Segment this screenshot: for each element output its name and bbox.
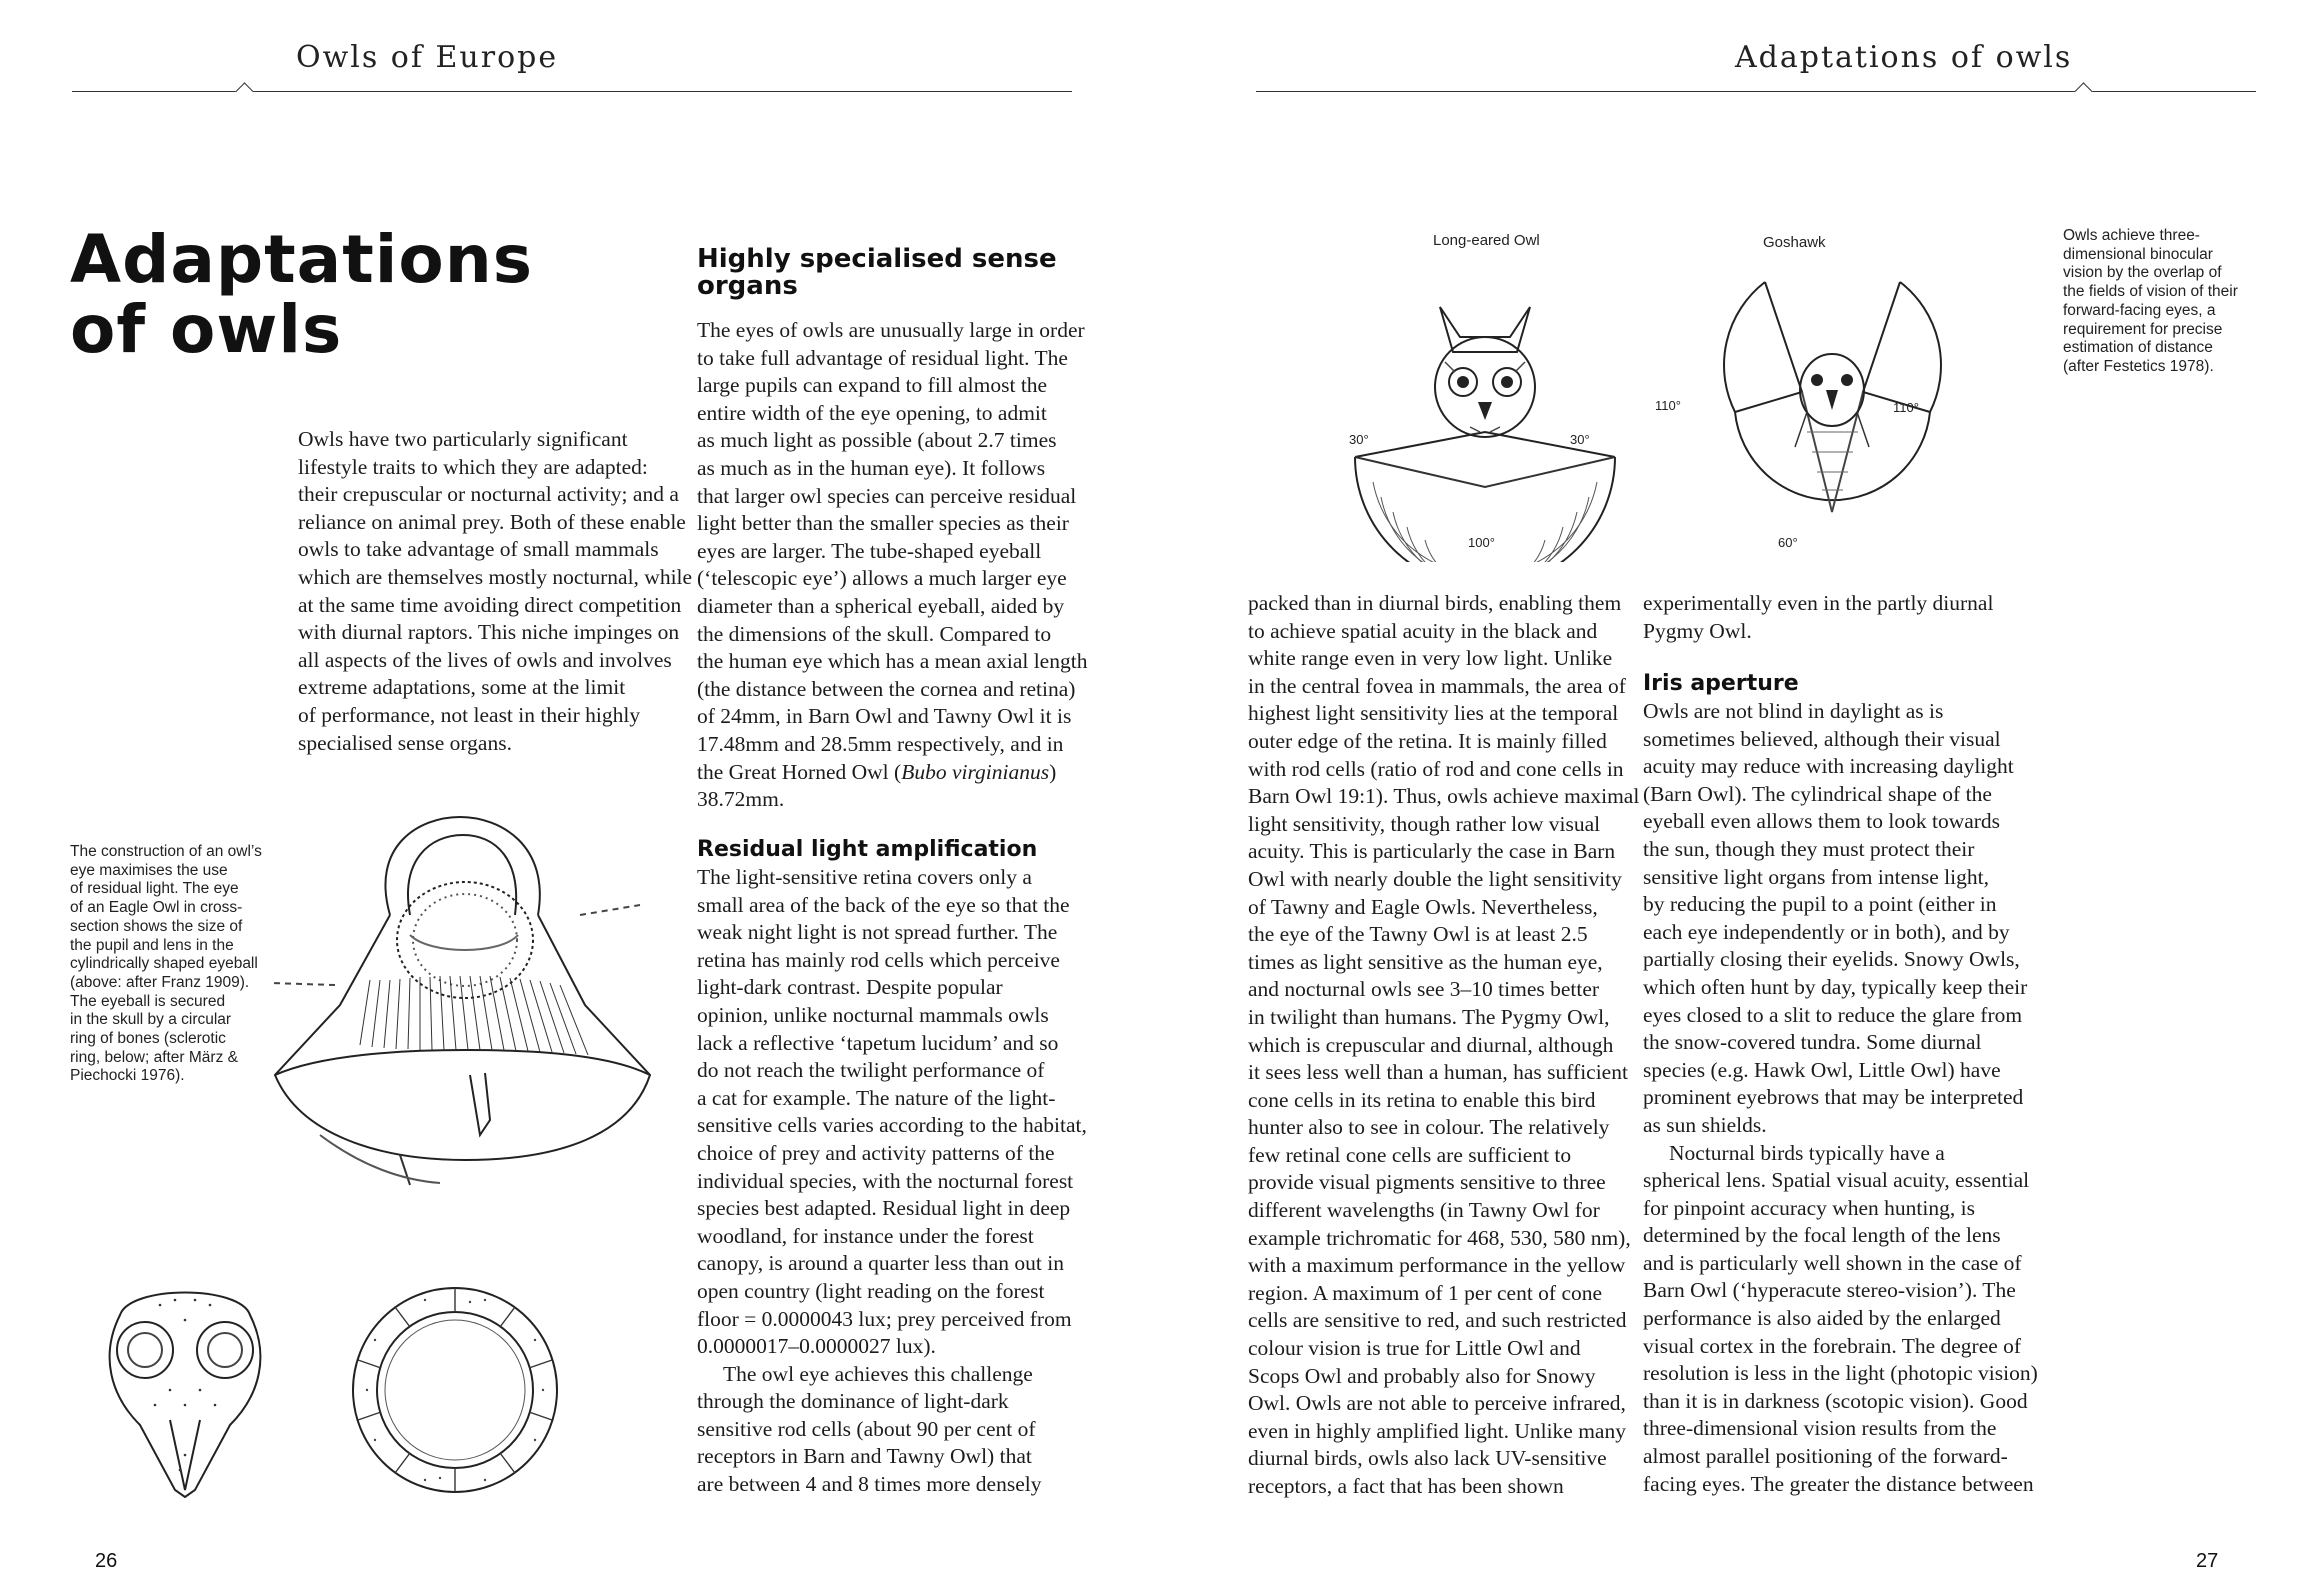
- text-line: acuity may reduce with increasing daylight: [1643, 754, 2014, 779]
- text-line: prominent eyebrows that may be interpreted: [1643, 1085, 2024, 1110]
- text-line: to achieve spatial acuity in the black and: [1248, 618, 1598, 643]
- caption-line: cylindrically shaped eyeball: [70, 955, 258, 973]
- caption-line: forward-facing eyes, a: [2063, 301, 2216, 319]
- text-line: 0.0000017–0.0000027 lux).: [697, 1334, 936, 1359]
- caption-line: eye maximises the use: [70, 861, 228, 879]
- text-line: Scops Owl and probably also for Snowy: [1248, 1363, 1596, 1388]
- caption-line: (above: after Franz 1909).: [70, 973, 250, 991]
- running-head-right: Adaptations of owls: [1735, 40, 2073, 75]
- text-line: colour vision is true for Little Owl and: [1248, 1336, 1581, 1361]
- text-line: light-dark contrast. Despite popular: [697, 975, 1003, 1000]
- text-line: Barn Owl (‘hyperacute stereo-vision’). The: [1643, 1278, 2016, 1303]
- text-line: extreme adaptations, some at the limit: [298, 675, 626, 700]
- text-line: The light-sensitive retina covers only a: [697, 865, 1032, 889]
- text-line: through the dominance of light-dark: [697, 1389, 1009, 1414]
- text-line: Nocturnal birds typically have a: [1669, 1140, 1945, 1165]
- header-rule-notch-left: [235, 82, 253, 100]
- section3-paragraph: [1643, 698, 2038, 1498]
- text-line: as sun shields.: [1643, 1112, 1767, 1137]
- caption-line: requirement for precise: [2063, 320, 2223, 338]
- text-line: Owl with nearly double the light sensitivity: [1248, 866, 1622, 891]
- text-line: than it is in darkness (scotopic vision). Good: [1643, 1388, 2028, 1413]
- text-line: the dimensions of the skull. Compared to: [697, 621, 1052, 646]
- text-line: entire width of the eye opening, to admit: [697, 400, 1047, 425]
- text-line: light better than the smaller species as their: [697, 511, 1069, 536]
- text-line: of performance, not least in their highly: [298, 702, 641, 727]
- text-line: do not reach the twilight performance of: [697, 1058, 1045, 1083]
- goshawk-binocular-angle-label: 60°: [1778, 535, 1798, 550]
- text-line: receptors, a fact that has been shown: [1248, 1474, 1564, 1498]
- text-line: lifestyle traits to which they are adapted:: [298, 454, 648, 479]
- text-line: example trichromatic for 468, 530, 580 nm),: [1248, 1225, 1631, 1250]
- text-line: owls to take advantage of small mammals: [298, 537, 659, 562]
- title-line: of owls: [70, 291, 343, 368]
- caption-line: Owls achieve three-: [2063, 227, 2200, 244]
- long-eared-owl-head-icon: [1435, 307, 1535, 437]
- text-line: each eye independently or in both), and by: [1643, 919, 2010, 944]
- goshawk-angle-right-label: 110°: [1893, 400, 1919, 415]
- text-line: hunter also to see in colour. The relatively: [1248, 1115, 1610, 1140]
- owl-binocular-angle-label: 100°: [1468, 535, 1495, 550]
- text-line: species (e.g. Hawk Owl, Little Owl) have: [1643, 1057, 2001, 1082]
- text-line: it sees less well than a human, has sufficient: [1248, 1060, 1628, 1085]
- text-line: of 24mm, in Barn Owl and Tawny Owl it is: [697, 704, 1072, 729]
- goshawk-head-icon: [1795, 354, 1869, 447]
- text-line: the snow-covered tundra. Some diurnal: [1643, 1030, 1982, 1055]
- text-line: times as light sensitive as the human eye,: [1248, 949, 1603, 974]
- text-line: a cat for example. The nature of the light-: [697, 1085, 1056, 1110]
- text-line: large pupils can expand to fill almost the: [697, 373, 1048, 398]
- caption-line: the fields of vision of their: [2063, 283, 2238, 301]
- text-line: receptors in Barn and Tawny Owl) that: [697, 1444, 1032, 1469]
- caption-line: section shows the size of: [70, 917, 243, 935]
- text-line: Owls are not blind in daylight as is: [1643, 699, 1944, 723]
- text-line: specialised sense organs.: [298, 730, 512, 755]
- text-line: The owl eye achieves this challenge: [723, 1361, 1033, 1386]
- caption-line: ring, below; after März &: [70, 1048, 238, 1066]
- text-line: in the central fovea in mammals, the area of: [1248, 673, 1626, 698]
- caption-line: Piechocki 1976).: [70, 1067, 185, 1085]
- text-line: 38.72mm.: [697, 787, 785, 812]
- text-line: with a maximum performance in the yellow: [1248, 1253, 1626, 1278]
- text-line: with rod cells (ratio of rod and cone cells in: [1248, 756, 1624, 781]
- text-line: eyes closed to a slit to reduce the glare from: [1643, 1002, 2023, 1027]
- text-line: which is crepuscular and diurnal, although: [1248, 1032, 1614, 1057]
- caption-line: (after Festetics 1978).: [2063, 357, 2214, 375]
- text-line: cells are sensitive to red, and such restricted: [1248, 1308, 1627, 1333]
- figure-label-long-eared-owl: Long-eared Owl: [1433, 232, 1540, 249]
- text-line: Owl. Owls are not able to perceive infrared,: [1248, 1391, 1626, 1416]
- text-line: small area of the back of the eye so that the: [697, 892, 1070, 917]
- running-head-left: Owls of Europe: [296, 40, 559, 75]
- caption-line: dimensional binocular: [2063, 245, 2213, 263]
- text-line: diurnal birds, owls also lack UV-sensitive: [1248, 1446, 1607, 1471]
- text-line: eyes are larger. The tube-shaped eyeball: [697, 538, 1042, 563]
- owl-angle-left-label: 30°: [1349, 432, 1369, 447]
- text-line: region. A maximum of 1 per cent of cone: [1248, 1280, 1603, 1305]
- header-rule-right: [1256, 91, 2256, 92]
- text-line: acuity. This is particularly the case in Barn: [1248, 839, 1616, 864]
- text-line: species best adapted. Residual light in deep: [697, 1196, 1071, 1221]
- text-line: reliance on animal prey. Both of these enable: [298, 509, 686, 534]
- page-number-left: 26: [95, 1550, 118, 1572]
- text-line: Barn Owl 19:1). Thus, owls achieve maximal: [1248, 784, 1640, 809]
- section-heading-residual-light: Residual light amplification: [697, 837, 1038, 862]
- text-line: resolution is less in the light (photopic vision): [1643, 1361, 2038, 1386]
- caption-line: the pupil and lens in the: [70, 936, 234, 954]
- section2-paragraph: [697, 864, 1087, 1499]
- text-line: (the distance between the cornea and retina): [697, 676, 1076, 701]
- text-line: to take full advantage of residual light. The: [697, 345, 1068, 370]
- text-line: are between 4 and 8 times more densely: [697, 1472, 1042, 1497]
- caption-line: The construction of an owl’s: [70, 843, 262, 860]
- right-column-2-top: [1643, 590, 1993, 645]
- text-line: and is particularly well shown in the case of: [1643, 1250, 2022, 1275]
- caption-line: in the skull by a circular: [70, 1011, 232, 1029]
- text-line: open country (light reading on the forest: [697, 1278, 1045, 1303]
- text-line: visual cortex in the forebrain. The degree of: [1643, 1333, 2022, 1358]
- text-line: as much as in the human eye). It follows: [697, 455, 1046, 480]
- text-line: and nocturnal owls see 3–10 times better: [1248, 977, 1600, 1002]
- page-title: [70, 221, 533, 368]
- text-line: diameter than a spherical eyeball, aided by: [697, 593, 1065, 618]
- right-column-1: [1248, 590, 1639, 1501]
- text-line: retina has mainly rod cells which perceive: [697, 947, 1060, 972]
- text-line: with diurnal raptors. This niche impinges on: [298, 620, 680, 645]
- text-line: at the same time avoiding direct competition: [298, 592, 682, 617]
- text-line: three-dimensional vision results from the: [1643, 1416, 1997, 1441]
- text-line: sensitive rod cells (about 90 per cent of: [697, 1416, 1036, 1441]
- text-line: choice of prey and activity patterns of the: [697, 1140, 1055, 1165]
- header-rule-notch-right: [2074, 82, 2092, 100]
- text-line: almost parallel positioning of the forward-: [1643, 1444, 2008, 1469]
- sclerotic-ring-illustration: [345, 1280, 565, 1500]
- text-line: eyeball even allows them to look towards: [1643, 809, 2001, 834]
- text-line: floor = 0.0000043 lux; prey perceived from: [697, 1306, 1072, 1331]
- text-line: lack a reflective ‘tapetum lucidum’ and so: [697, 1030, 1059, 1055]
- text-line: (Barn Owl). The cylindrical shape of the: [1643, 781, 1992, 806]
- caption-line: ring of bones (sclerotic: [70, 1030, 226, 1048]
- text-line: even in highly amplified light. Unlike many: [1248, 1418, 1626, 1443]
- text-line: which are themselves mostly nocturnal, while: [298, 564, 693, 589]
- section-heading-sense-organs: [697, 246, 1057, 300]
- binocular-vision-diagram: [1345, 262, 1945, 562]
- text-line: opinion, unlike nocturnal mammals owls: [697, 1002, 1049, 1027]
- heading-line: organs: [697, 271, 798, 301]
- text-line: packed than in diurnal birds, enabling them: [1248, 591, 1622, 615]
- header-rule-left: [72, 91, 1072, 92]
- text-fragment: ): [1049, 759, 1057, 784]
- caption-line: vision by the overlap of: [2063, 264, 2222, 282]
- caption-line: estimation of distance: [2063, 339, 2213, 357]
- text-line: for pinpoint accuracy when hunting, is: [1643, 1195, 1975, 1220]
- text-line: Pygmy Owl.: [1643, 618, 1752, 643]
- text-line: canopy, is around a quarter less than out in: [697, 1251, 1064, 1276]
- section1-paragraph: [697, 317, 1087, 814]
- text-line: individual species, with the nocturnal forest: [697, 1168, 1074, 1193]
- text-line: outer edge of the retina. It is mainly filled: [1248, 728, 1607, 753]
- figure-label-goshawk: Goshawk: [1763, 234, 1826, 251]
- text-line: performance is also aided by the enlarged: [1643, 1306, 2001, 1331]
- text-line: sometimes believed, although their visual: [1643, 726, 2001, 751]
- text-fragment: the Great Horned Owl (: [697, 759, 902, 784]
- text-line: the eye of the Tawny Owl is at least 2.5: [1248, 922, 1588, 947]
- text-line: The eyes of owls are unusually large in order: [697, 318, 1085, 342]
- text-line: partially closing their eyelids. Snowy Owls,: [1643, 947, 2020, 972]
- text-line: 17.48mm and 28.5mm respectively, and in: [697, 731, 1064, 756]
- text-line: experimentally even in the partly diurnal: [1643, 591, 1994, 615]
- text-line: highest light sensitivity lies at the temporal: [1248, 701, 1619, 726]
- title-line: Adaptations: [70, 221, 533, 298]
- text-line: different wavelengths (in Tawny Owl for: [1248, 1198, 1600, 1223]
- text-line: as much light as possible (about 2.7 times: [697, 428, 1057, 453]
- text-line: their crepuscular or nocturnal activity; and a: [298, 482, 679, 507]
- text-line: which often hunt by day, typically keep their: [1643, 974, 2028, 999]
- text-line: determined by the focal length of the lens: [1643, 1223, 2001, 1248]
- text-line: provide visual pigments sensitive to three: [1248, 1170, 1606, 1195]
- text-line: light sensitivity, though rather low visual: [1248, 811, 1601, 836]
- heading-line: Highly specialised sense: [697, 244, 1057, 274]
- text-line: [697, 759, 1087, 787]
- text-line: (‘telescopic eye’) allows a much larger eye: [697, 566, 1067, 591]
- text-line: of Tawny and Eagle Owls. Nevertheless,: [1248, 894, 1598, 919]
- text-line: weak night light is not spread further. The: [697, 920, 1058, 945]
- text-line: all aspects of the lives of owls and involves: [298, 647, 672, 672]
- text-line: woodland, for instance under the forest: [697, 1223, 1034, 1248]
- text-line: Owls have two particularly significant: [298, 427, 628, 451]
- text-line: sensitive light organs from intense light,: [1643, 864, 1989, 889]
- text-line: spherical lens. Spatial visual acuity, essential: [1643, 1168, 2030, 1193]
- species-name: Bubo virginianus: [901, 759, 1050, 784]
- text-line: in twilight than humans. The Pygmy Owl,: [1248, 1004, 1610, 1029]
- owl-angle-right-label: 30°: [1570, 432, 1590, 447]
- text-line: the human eye which has a mean axial length: [697, 649, 1088, 674]
- text-line: sensitive cells varies according to the habitat,: [697, 1113, 1087, 1138]
- figure-caption-binocular: [2063, 227, 2238, 377]
- caption-line: of residual light. The eye: [70, 880, 239, 898]
- eye-cross-section-illustration: [260, 805, 680, 1195]
- intro-paragraph: [298, 426, 692, 757]
- owl-skull-illustration: [100, 1275, 270, 1500]
- text-line: the sun, though they must protect their: [1643, 836, 1975, 861]
- text-line: by reducing the pupil to a point (either in: [1643, 892, 1997, 917]
- text-line: facing eyes. The greater the distance between: [1643, 1471, 2034, 1496]
- text-line: that larger owl species can perceive residual: [697, 483, 1077, 508]
- caption-line: of an Eagle Owl in cross-: [70, 899, 243, 917]
- text-line: cone cells in its retina to enable this bird: [1248, 1087, 1596, 1112]
- section-heading-iris-aperture: Iris aperture: [1643, 671, 1799, 696]
- text-line: few retinal cone cells are sufficient to: [1248, 1142, 1572, 1167]
- goshawk-angle-left-label: 110°: [1655, 398, 1681, 413]
- page-number-right: 27: [2196, 1550, 2219, 1572]
- figure-caption-eye: [70, 843, 262, 1086]
- caption-line: The eyeball is secured: [70, 992, 226, 1010]
- text-line: white range even in very low light. Unlike: [1248, 646, 1613, 671]
